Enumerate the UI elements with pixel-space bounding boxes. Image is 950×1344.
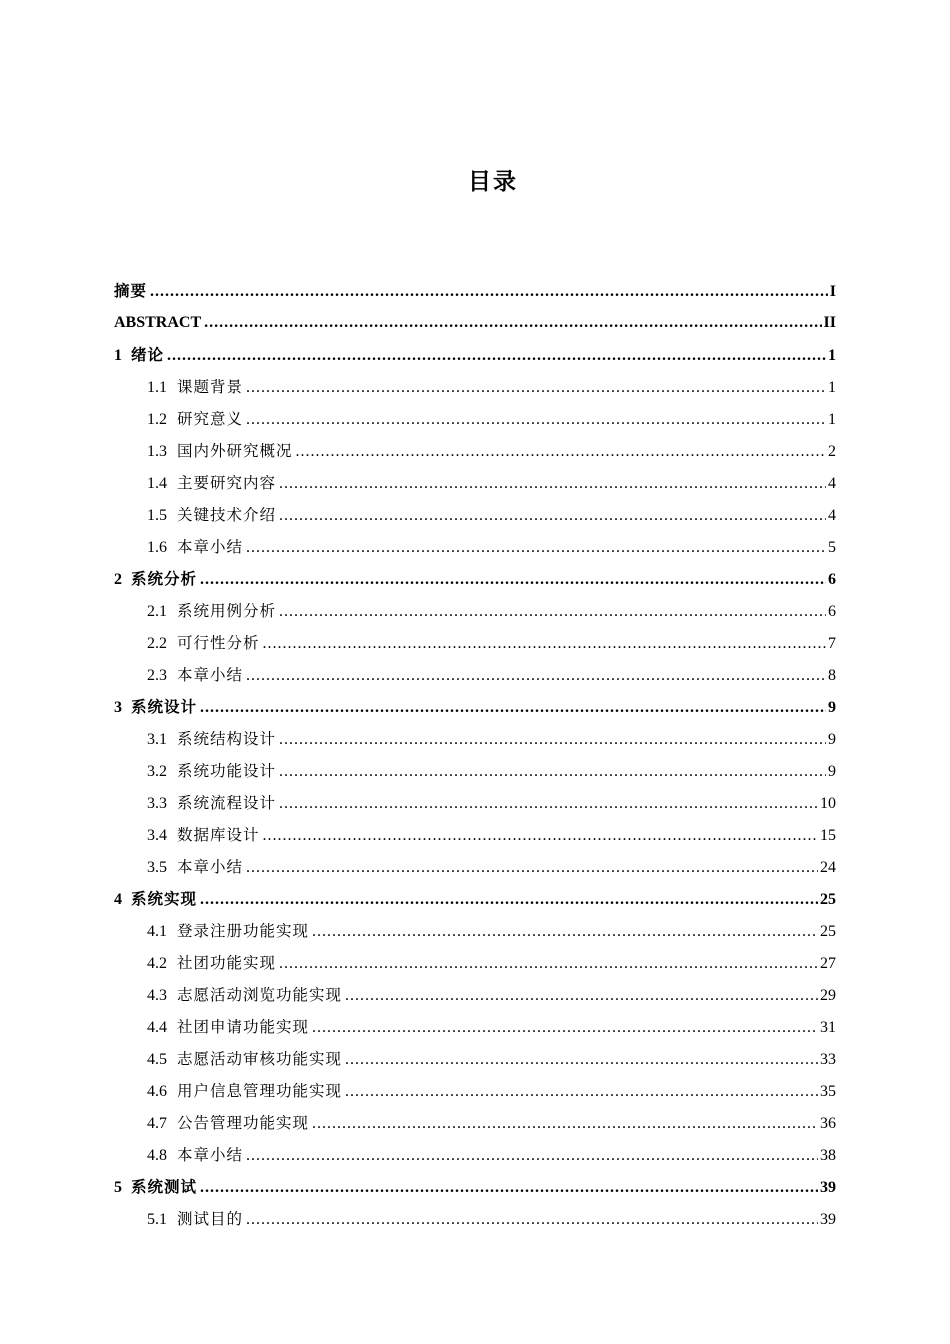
toc-dot-leader: [246, 532, 826, 564]
toc-section-entry[interactable]: [114, 595, 836, 627]
toc-dot-leader: [312, 1012, 818, 1044]
toc-entry-number: 1.4: [147, 475, 167, 492]
toc-entry-title: 关键技术介绍: [177, 506, 277, 524]
toc-dot-leader: [167, 340, 826, 372]
toc-entry-number: 3.5: [147, 859, 167, 876]
toc-dot-leader: [279, 756, 826, 788]
toc-entry-title: 志愿活动浏览功能实现: [177, 986, 343, 1004]
toc-entry-title: 摘要: [114, 282, 148, 300]
toc-section-entry[interactable]: [114, 1139, 836, 1171]
toc-dot-leader: [279, 724, 826, 756]
toc-entry-number: 3.4: [147, 827, 167, 844]
toc-section-entry[interactable]: [114, 1043, 836, 1075]
toc-entry-title: 国内外研究概况: [177, 442, 293, 460]
toc-dot-leader: [246, 1140, 818, 1172]
toc-entry-title: 系统测试: [131, 1178, 198, 1196]
toc-dot-leader: [246, 852, 818, 884]
toc-entry-number: 1.1: [147, 379, 167, 396]
toc-entry-title: 系统流程设计: [177, 794, 277, 812]
toc-entry-title: 系统实现: [131, 890, 198, 908]
toc-entry-page: 25: [820, 891, 836, 908]
toc-section-entry[interactable]: [114, 1203, 836, 1235]
toc-entry-title: 公告管理功能实现: [177, 1114, 310, 1132]
toc-entry-number: 1.5: [147, 507, 167, 524]
toc-entry-title: 主要研究内容: [177, 474, 277, 492]
toc-entry-title: 可行性分析: [177, 634, 260, 652]
toc-dot-leader: [200, 692, 826, 724]
toc-entry-title: 本章小结: [177, 666, 244, 684]
toc-section-entry[interactable]: [114, 499, 836, 531]
toc-entry-page: 39: [820, 1179, 836, 1196]
toc-dot-leader: [345, 1076, 818, 1108]
toc-entry-number: 2.2: [147, 635, 167, 652]
toc-dot-leader: [279, 500, 826, 532]
toc-chapter-entry[interactable]: [114, 1171, 836, 1203]
toc-entry-page: 9: [828, 763, 836, 780]
toc-entry-number: 5.1: [147, 1211, 167, 1228]
toc-chapter-entry[interactable]: [114, 563, 836, 595]
toc-entry-page: 39: [820, 1211, 836, 1228]
toc-entry-number: 4.8: [147, 1147, 167, 1164]
toc-entry-title: 登录注册功能实现: [177, 922, 310, 940]
toc-entry-number: 4.4: [147, 1019, 167, 1036]
toc-entry-page: 1: [828, 379, 836, 396]
toc-dot-leader: [279, 948, 818, 980]
toc-section-entry[interactable]: [114, 435, 836, 467]
toc-entry-title: 系统用例分析: [177, 602, 277, 620]
toc-entry-number: 2.1: [147, 603, 167, 620]
toc-section-entry[interactable]: [114, 467, 836, 499]
toc-entry-number: 1: [114, 347, 122, 364]
toc-entry-page: 7: [828, 635, 836, 652]
toc-dot-leader: [345, 1044, 818, 1076]
toc-entry-page: 10: [820, 795, 836, 812]
toc-dot-leader: [246, 372, 826, 404]
toc-section-entry[interactable]: [114, 1075, 836, 1107]
toc-entry-title: 本章小结: [177, 858, 244, 876]
toc-entry-page: 36: [820, 1115, 836, 1132]
toc-chapter-entry[interactable]: [114, 339, 836, 371]
toc-entry-title: 绪论: [131, 346, 165, 364]
toc-entry-number: 4.3: [147, 987, 167, 1004]
toc-entry-page: I: [829, 283, 836, 300]
toc-chapter-entry[interactable]: [114, 275, 836, 307]
toc-entry-title: 数据库设计: [177, 826, 260, 844]
toc-list: [114, 275, 836, 1235]
toc-entry-page: 1: [828, 411, 836, 428]
toc-entry-number: 1.2: [147, 411, 167, 428]
toc-dot-leader: [200, 884, 818, 916]
toc-dot-leader: [279, 788, 818, 820]
toc-section-entry[interactable]: [114, 1107, 836, 1139]
toc-dot-leader: [200, 564, 826, 596]
toc-entry-page: 9: [828, 731, 836, 748]
toc-entry-number: 2.3: [147, 667, 167, 684]
toc-entry-title: 社团功能实现: [177, 954, 277, 972]
toc-dot-leader: [312, 916, 818, 948]
toc-entry-title: 系统分析: [131, 570, 198, 588]
toc-section-entry[interactable]: [114, 723, 836, 755]
toc-entry-title: 系统结构设计: [177, 730, 277, 748]
toc-section-entry[interactable]: [114, 915, 836, 947]
toc-section-entry[interactable]: [114, 947, 836, 979]
toc-entry-page: 1: [828, 347, 836, 364]
toc-entry-page: 9: [828, 699, 836, 716]
toc-section-entry[interactable]: [114, 787, 836, 819]
toc-chapter-entry[interactable]: [114, 691, 836, 723]
toc-chapter-entry[interactable]: [114, 307, 836, 339]
toc-dot-leader: [246, 1204, 818, 1236]
toc-dot-leader: [296, 436, 826, 468]
toc-entry-number: 4.6: [147, 1083, 167, 1100]
toc-entry-page: 31: [820, 1019, 836, 1036]
toc-section-entry[interactable]: [114, 627, 836, 659]
toc-entry-number: 3.3: [147, 795, 167, 812]
toc-entry-page: II: [823, 314, 836, 331]
toc-dot-leader: [279, 468, 826, 500]
toc-dot-leader: [204, 307, 821, 339]
toc-entry-number: 1.3: [147, 443, 167, 460]
toc-entry-number: 4.5: [147, 1051, 167, 1068]
toc-entry-page: 8: [828, 667, 836, 684]
toc-entry-title: 研究意义: [177, 410, 244, 428]
toc-section-entry[interactable]: [114, 531, 836, 563]
toc-dot-leader: [279, 596, 826, 628]
toc-section-entry[interactable]: [114, 1011, 836, 1043]
toc-entry-title: 系统功能设计: [177, 762, 277, 780]
toc-entry-page: 5: [828, 539, 836, 556]
toc-dot-leader: [263, 628, 826, 660]
toc-entry-number: 4.7: [147, 1115, 167, 1132]
toc-section-entry[interactable]: [114, 659, 836, 691]
toc-entry-page: 33: [820, 1051, 836, 1068]
toc-entry-page: 6: [828, 571, 836, 588]
toc-entry-number: 3: [114, 699, 122, 716]
toc-section-entry[interactable]: [114, 403, 836, 435]
toc-entry-title: 本章小结: [177, 538, 244, 556]
toc-entry-title: ABSTRACT: [114, 314, 202, 331]
toc-entry-number: 5: [114, 1179, 122, 1196]
toc-dot-leader: [150, 276, 828, 308]
toc-entry-page: 6: [828, 603, 836, 620]
toc-section-entry[interactable]: [114, 819, 836, 851]
toc-entry-title: 课题背景: [177, 378, 244, 396]
toc-dot-leader: [246, 660, 826, 692]
toc-section-entry[interactable]: [114, 851, 836, 883]
toc-section-entry[interactable]: [114, 755, 836, 787]
toc-entry-number: 3.2: [147, 763, 167, 780]
toc-dot-leader: [312, 1108, 818, 1140]
toc-dot-leader: [200, 1172, 818, 1204]
toc-entry-number: 2: [114, 571, 122, 588]
toc-section-entry[interactable]: [114, 979, 836, 1011]
toc-entry-page: 25: [820, 923, 836, 940]
toc-entry-page: 27: [820, 955, 836, 972]
toc-entry-number: 4.2: [147, 955, 167, 972]
toc-entry-page: 38: [820, 1147, 836, 1164]
toc-entry-page: 4: [828, 507, 836, 524]
toc-entry-title: 社团申请功能实现: [177, 1018, 310, 1036]
toc-title: 目录: [468, 169, 518, 195]
toc-entry-title: 测试目的: [177, 1210, 244, 1228]
toc-entry-page: 15: [820, 827, 836, 844]
toc-entry-title: 志愿活动审核功能实现: [177, 1050, 343, 1068]
toc-chapter-entry[interactable]: [114, 883, 836, 915]
toc-dot-leader: [345, 980, 818, 1012]
toc-entry-title: 本章小结: [177, 1146, 244, 1164]
toc-entry-page: 29: [820, 987, 836, 1004]
toc-entry-number: 4: [114, 891, 122, 908]
toc-dot-leader: [246, 404, 826, 436]
toc-entry-page: 2: [828, 443, 836, 460]
toc-entry-number: 3.1: [147, 731, 167, 748]
toc-entry-page: 4: [828, 475, 836, 492]
toc-entry-title: 用户信息管理功能实现: [177, 1082, 343, 1100]
toc-dot-leader: [263, 820, 818, 852]
toc-section-entry[interactable]: [114, 371, 836, 403]
toc-entry-number: 1.6: [147, 539, 167, 556]
toc-entry-title: 系统设计: [131, 698, 198, 716]
toc-entry-page: 35: [820, 1083, 836, 1100]
toc-entry-number: 4.1: [147, 923, 167, 940]
toc-entry-page: 24: [820, 859, 836, 876]
